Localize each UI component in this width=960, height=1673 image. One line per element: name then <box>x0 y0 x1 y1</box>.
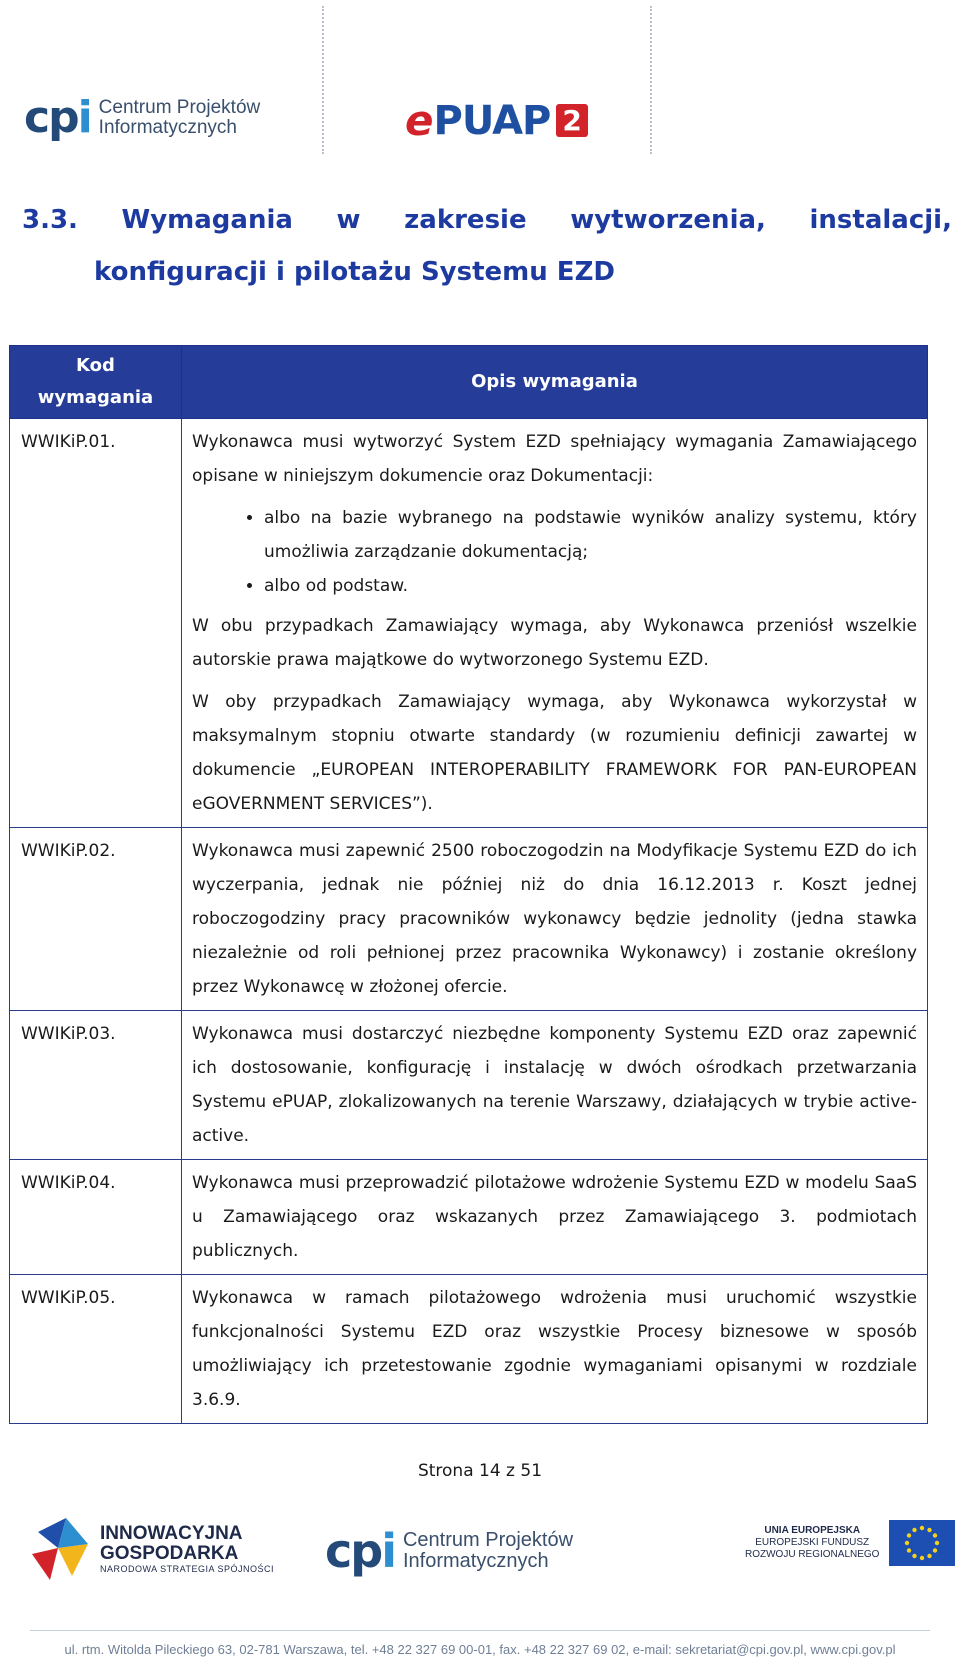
column-header-code: Kod wymagania <box>10 346 182 419</box>
section-title-word: wytworzenia, <box>570 205 766 235</box>
cpi-logo-line2: Informatycznych <box>98 116 237 138</box>
epuap-logo-e: e <box>405 96 434 145</box>
ig-title-line2: GOSPODARKA <box>100 1543 239 1564</box>
header-divider-right <box>650 6 652 154</box>
footer-address: ul. rtm. Witolda Pileckiego 63, 02-781 Warszawa, tel. +48 22 327 69 00-01, fax. +48 22 327 69 02, e-mail: sekretariat@cpi.gov.pl, www.cpi.gov.pl <box>64 1642 896 1657</box>
section-number: 3.3. <box>22 205 78 235</box>
section-title-word: instalacji, <box>809 205 952 235</box>
description-paragraph: W oby przypadkach Zamawiający wymaga, aby Wykonawca wykorzystał w maksymalnym stopniu otwarte standardy (w rozumieniu definicji zawartej w dokumencie „EUROPEAN INTEROPERABILITY FRAMEWORK FOR PAN-EUROPEAN eGOVERNMENT SERVICES”). <box>192 692 917 814</box>
epuap-logo-text: PUAP <box>433 97 551 144</box>
ig-star-icon <box>28 1514 94 1584</box>
section-title-word: w <box>336 205 361 235</box>
cpi-logo-text <box>99 98 261 138</box>
eu-line2: EUROPEJSKI FUNDUSZ <box>755 1537 870 1548</box>
bullet-list <box>192 501 917 603</box>
bullet-item: • albo od podstaw. <box>264 569 917 603</box>
table-row <box>10 1275 928 1424</box>
ig-text <box>100 1524 274 1574</box>
cpi-footer-line2: Informatycznych <box>402 1550 549 1572</box>
requirement-description: Wykonawca w ramach pilotażowego wdrożenia musi uruchomić wszystkie funkcjonalności Systemu EZD oraz wszystkie Procesy biznesowe w sposób umożliwiający ich przetestowanie zgodnie wymaganiami opisanymi w rozdziale 3.6.9. <box>182 1275 928 1424</box>
requirement-code: WWIKiP.03. <box>10 1011 182 1160</box>
footer-divider <box>30 1630 930 1631</box>
epuap-logo <box>405 96 588 145</box>
ig-subtitle: NARODOWA STRATEGIA SPÓJNOŚCI <box>100 1564 275 1574</box>
cpi-logo-line1: Centrum Projektów <box>98 96 261 118</box>
eu-line1: UNIA EUROPEJSKA <box>764 1525 861 1536</box>
eu-flag-icon <box>889 1520 955 1566</box>
cpi-footer-text <box>403 1530 573 1572</box>
table-row <box>10 1160 928 1275</box>
section-title-word: Wymagania <box>121 205 293 235</box>
column-header-description: Opis wymagania <box>182 346 928 419</box>
section-heading <box>22 205 960 287</box>
eu-logo <box>745 1520 955 1566</box>
requirement-code: WWIKiP.04. <box>10 1160 182 1275</box>
footer-logos <box>0 1510 960 1620</box>
ig-title-line1: INNOWACYJNA <box>100 1523 243 1544</box>
header-divider-left <box>322 6 324 154</box>
requirement-code: WWIKiP.01. <box>10 419 182 828</box>
requirement-description <box>182 419 928 828</box>
requirement-code: WWIKiP.02. <box>10 828 182 1011</box>
table-row <box>10 419 928 828</box>
cpi-footer-mark: cpi <box>325 1524 395 1578</box>
description-paragraph: Wykonawca musi wytworzyć System EZD spełniający wymagania Zamawiającego opisane w niniejszym dokumencie oraz Dokumentacji: <box>192 432 917 486</box>
innowacyjna-gospodarka-logo <box>28 1514 274 1584</box>
section-heading-line2: konfiguracji i pilotażu Systemu EZD <box>94 257 616 287</box>
bullet-item: • albo na bazie wybranego na podstawie wyników analizy systemu, który umożliwia zarządzanie dokumentacją; <box>264 501 917 569</box>
requirement-description: Wykonawca musi dostarczyć niezbędne komponenty Systemu EZD oraz zapewnić ich dostosowanie, konfigurację i instalację w dwóch ośrodkach przetwarzania Systemu ePUAP, zlokalizowanych na terenie Warszawy, działających w trybie active-active. <box>182 1011 928 1160</box>
requirement-code: WWIKiP.05. <box>10 1275 182 1424</box>
cpi-logo-mark: cpi <box>24 92 91 143</box>
requirement-description: Wykonawca musi zapewnić 2500 roboczogodzin na Modyfikacje Systemu EZD do ich wyczerpania, jednak nie później niż do dnia 16.12.2013 r. Koszt jednej roboczogodziny pracy pracowników wykonawcy będzie jednolity (jedna stawka niezależnie od roli pełnionej przez pracownika Wykonawcy) i zostanie określony przez Wykonawcę w złożonej ofercie. <box>182 828 928 1011</box>
table-header-row <box>10 346 928 419</box>
table-row <box>10 828 928 1011</box>
page-number: Strona 14 z 51 <box>417 1461 543 1481</box>
cpi-logo <box>24 92 260 143</box>
cpi-footer-logo <box>325 1524 573 1578</box>
table-row <box>10 1011 928 1160</box>
epuap-logo-version: 2 <box>556 104 587 137</box>
eu-text <box>745 1525 879 1561</box>
cpi-footer-line1: Centrum Projektów <box>402 1529 574 1551</box>
eu-line3: ROZWOJU REGIONALNEGO <box>745 1549 880 1560</box>
description-paragraph: W obu przypadkach Zamawiający wymaga, aby Wykonawca przeniósł wszelkie autorskie prawa majątkowe do wytworzonego Systemu EZD. <box>192 616 917 670</box>
section-title-word: zakresie <box>404 205 527 235</box>
requirement-description: Wykonawca musi przeprowadzić pilotażowe wdrożenie Systemu EZD w modelu SaaS u Zamawiającego oraz wskazanych przez Zamawiającego 3. podmiotach publicznych. <box>182 1160 928 1275</box>
requirements-table <box>9 345 928 1424</box>
page-header <box>0 0 960 160</box>
section-heading-line1 <box>22 205 952 235</box>
